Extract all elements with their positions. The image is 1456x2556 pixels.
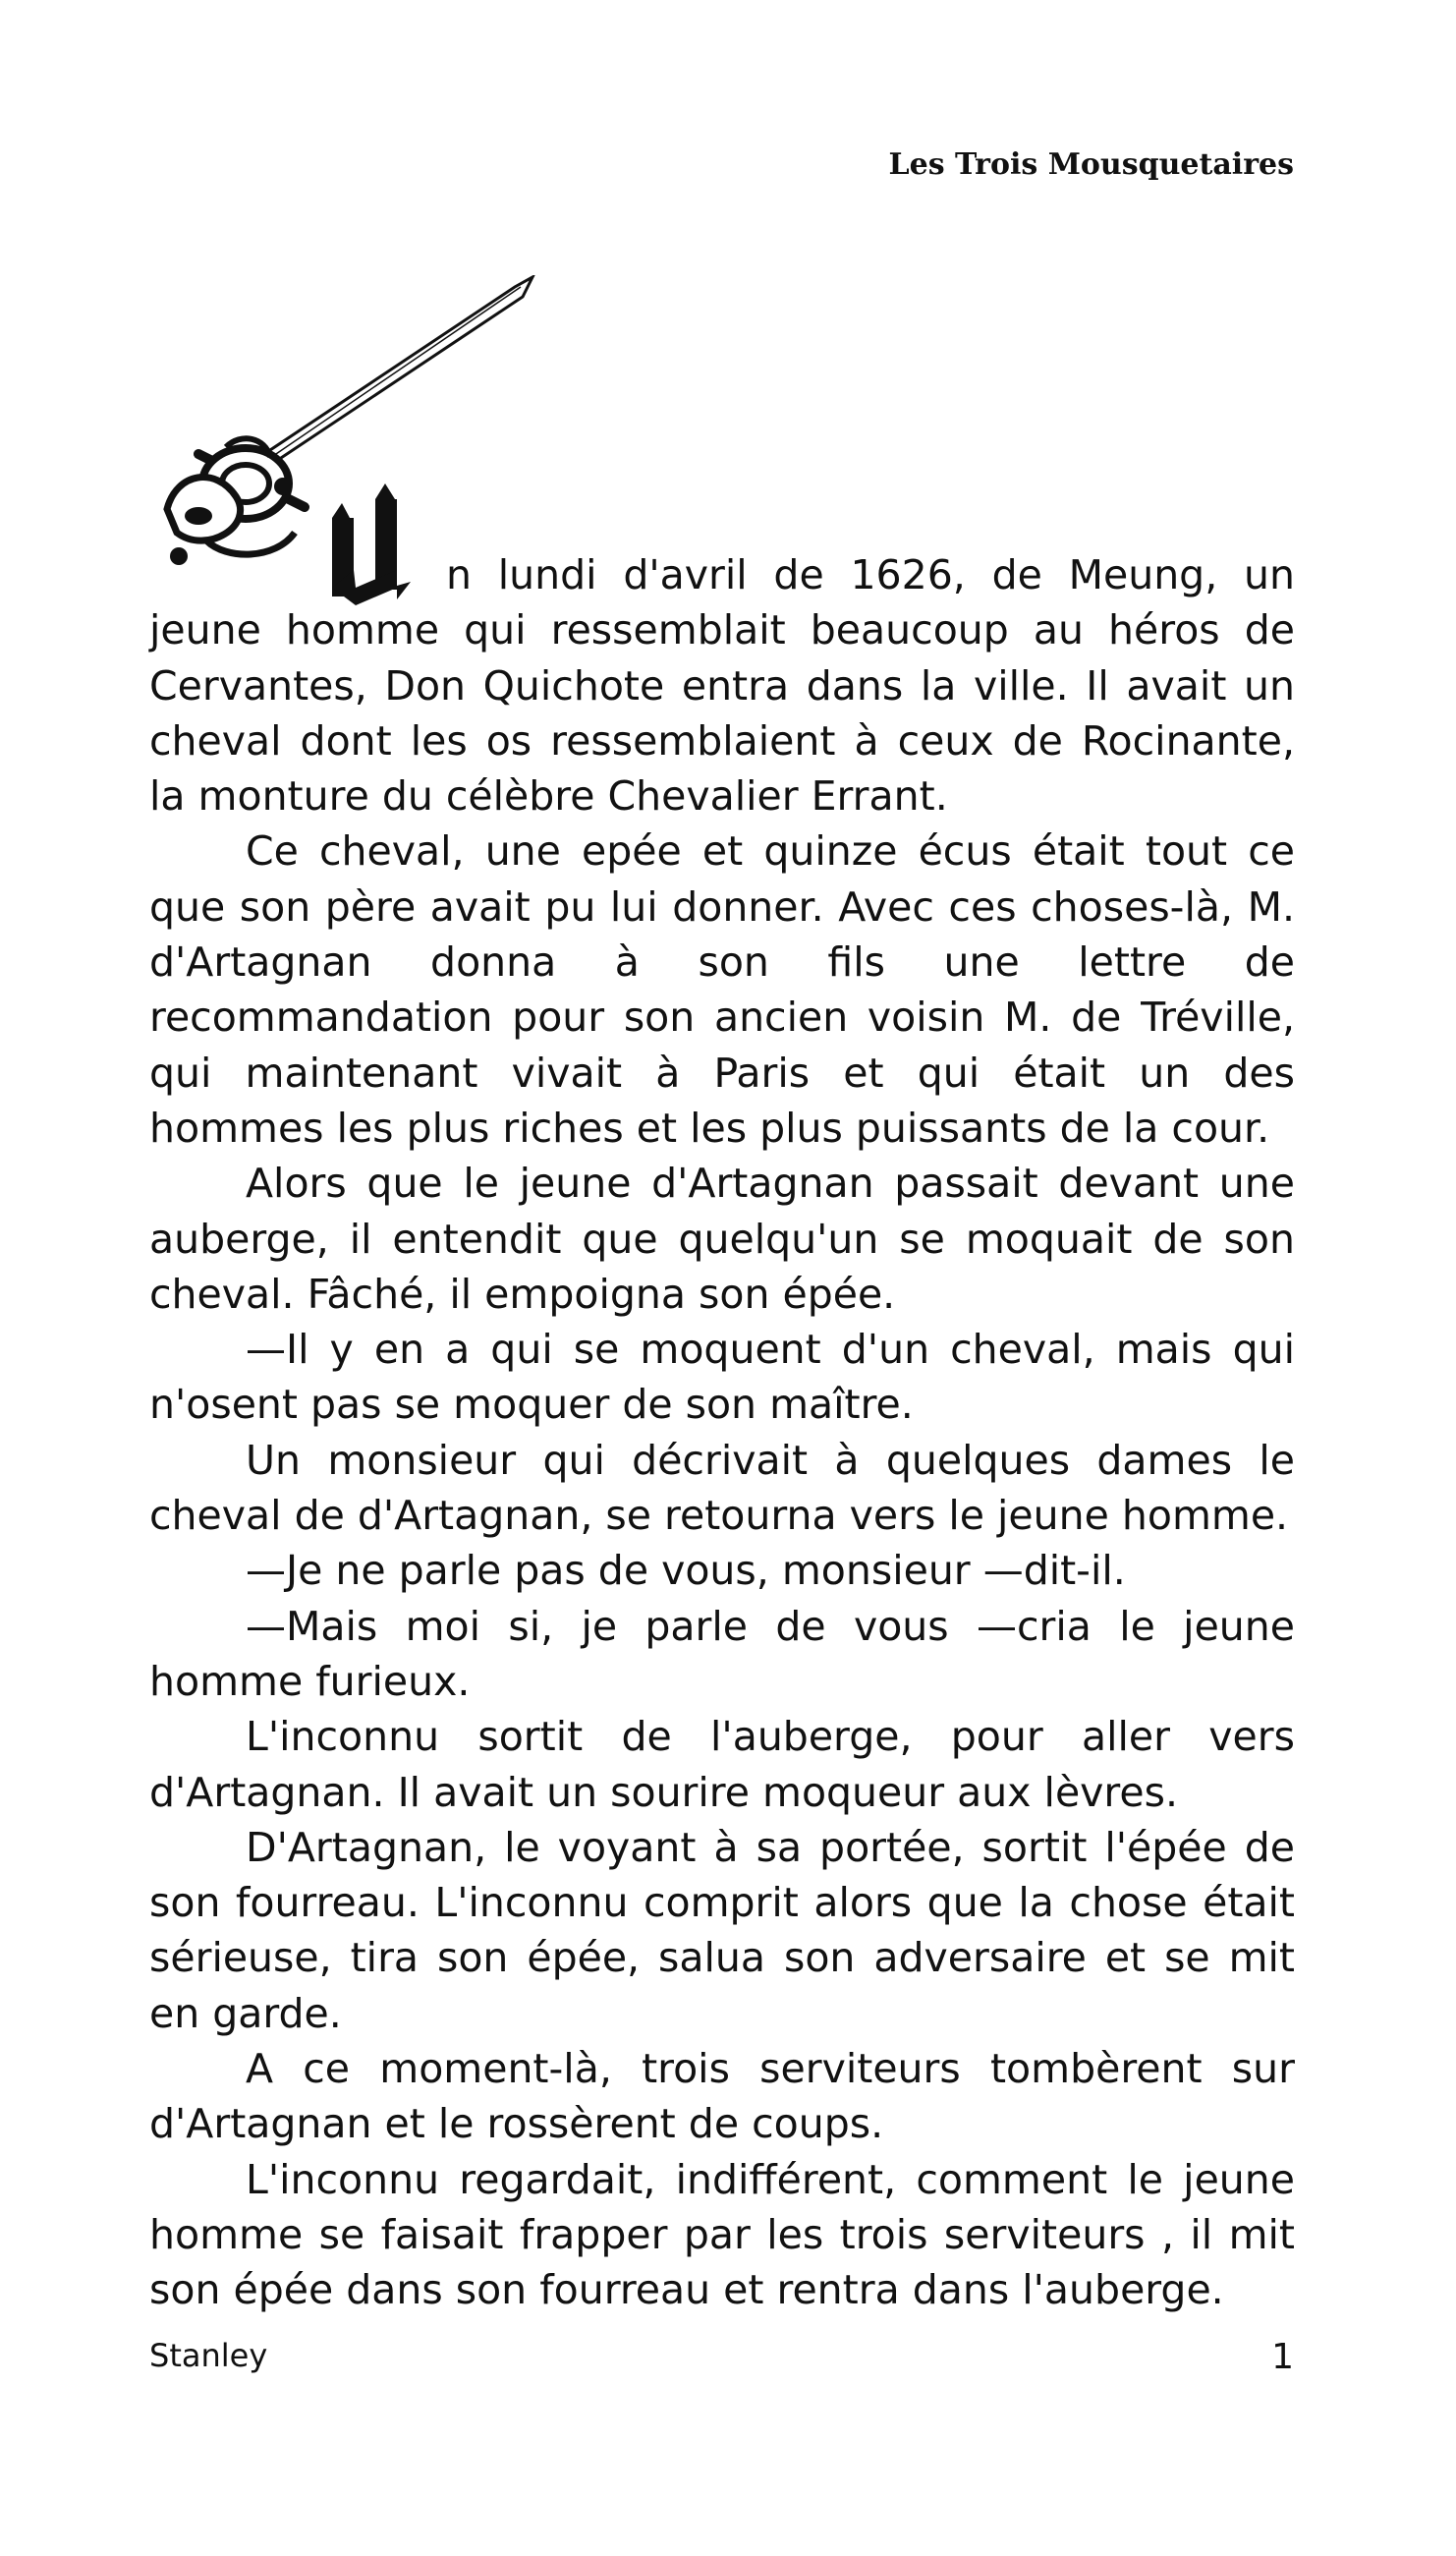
- paragraph: L'inconnu sortit de l'auberge, pour aller vers d'Artagnan. Il avait un sourire moqueur aux lèvres.: [149, 1713, 1295, 1816]
- running-title: Les Trois Mousquetaires: [888, 147, 1294, 182]
- paragraph: Un monsieur qui décrivait à quelques dames le cheval de d'Artagnan, se retourna vers le jeune homme.: [149, 1436, 1295, 1540]
- paragraph: A ce moment-là, trois serviteurs tombèrent sur d'Artagnan et le rossèrent de coups.: [149, 2045, 1295, 2148]
- paragraph: —Mais moi si, je parle de vous —cria le jeune homme furieux.: [149, 1602, 1295, 1705]
- body-text: [149, 547, 1295, 2318]
- paragraph: —Il y en a qui se moquent d'un cheval, mais qui n'osent pas se moquer de son maître.: [149, 1326, 1295, 1429]
- page-number: 1: [1271, 2337, 1294, 2377]
- paragraph: n lundi d'avril de 1626, de Meung, un jeune homme qui ressemblait beaucoup au héros de Cervantes, Don Quichote entra dans la ville. Il avait un cheval dont les os ressemblaient à ceux de Rocinante, la monture du célèbre Chevalier Errant.: [149, 551, 1295, 821]
- paragraph: D'Artagnan, le voyant à sa portée, sortit l'épée de son fourreau. L'inconnu comprit alors que la chose était sérieuse, tira son épée, salua son adversaire et se mit en garde.: [149, 1823, 1295, 2037]
- paragraph: Alors que le jeune d'Artagnan passait devant une auberge, il entendit que quelqu'un se moquait de son cheval. Fâché, il empoigna son épée.: [149, 1160, 1295, 1318]
- publisher-name: Stanley: [149, 2337, 268, 2374]
- drop-cap-letter: U: [363, 570, 364, 571]
- paragraph: L'inconnu regardait, indifférent, comment le jeune homme se faisait frapper par les trois serviteurs , il mit son épée dans son fourreau et rentra dans l'auberge.: [149, 2155, 1295, 2314]
- paragraph: Ce cheval, une epée et quinze écus était tout ce que son père avait pu lui donner. Avec ces choses-là, M. d'Artagnan donna à son fils une lettre de recommandation pour son ancien voisin M. de Tréville, qui maintenant vivait à Paris et qui était un des hommes les plus riches et les plus puissants de la cour.: [149, 827, 1295, 1152]
- paragraph: —Je ne parle pas de vous, monsieur —dit-il.: [246, 1547, 1126, 1595]
